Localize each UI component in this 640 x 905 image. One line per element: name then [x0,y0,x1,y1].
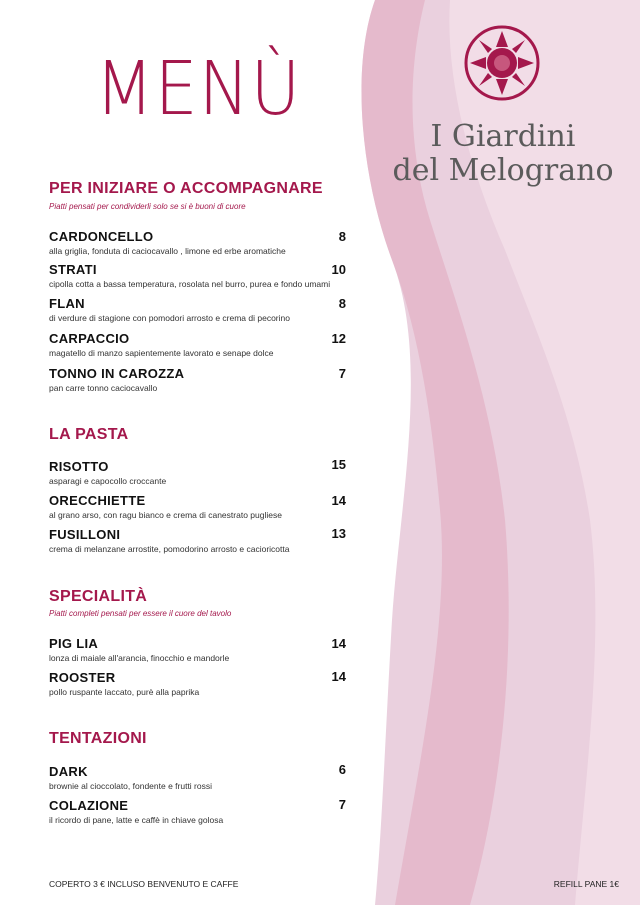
brand-line-1: I Giardini [430,119,576,154]
item-price: 8 [338,229,346,244]
item-name: CARPACCIO [49,331,130,346]
section-title-specialita: SPECIALITÀ [49,588,148,605]
item-price: 10 [331,262,346,277]
item-desc: pollo ruspante laccato, purè alla paprika [49,687,200,697]
item-name: FLAN [49,296,85,311]
item-name: COLAZIONE [49,798,129,813]
item-price: 6 [338,762,346,777]
item-price: 7 [338,366,346,381]
menu-item-rooster [49,670,349,698]
menu-item-flan [49,296,349,324]
menu-item-tonno-in-carozza [49,366,349,394]
page-title: MENÙ [95,46,302,132]
brand-name [378,120,628,188]
item-desc: lonza di maiale all'arancia, finocchio e mandorle [49,653,230,663]
item-desc: crema di melanzane arrostite, pomodorino arrosto e cacioricotta [49,544,290,554]
pomegranate-logo-icon [462,23,542,103]
item-price: 13 [331,526,346,541]
item-name: ORECCHIETTE [49,493,146,508]
item-desc: brownie al cioccolato, fondente e frutti rossi [49,781,213,791]
item-desc: magatello di manzo sapientemente lavorato e senape dolce [49,348,274,358]
item-name: TONNO IN CAROZZA [49,366,185,381]
section-subtitle-specialita: Piatti completi pensati per essere il cuore del tavolo [49,609,232,618]
menu-item-risotto [49,459,349,487]
item-name: PIG LIA [49,636,99,651]
brand-line-2: del Melograno [392,153,614,188]
item-desc: pan carre tonno caciocavallo [49,383,158,393]
item-desc: il ricordo di pane, latte e caffè in chiave golosa [49,815,224,825]
menu-item-strati [49,262,349,290]
menu-item-fusilloni [49,527,349,555]
item-desc: asparagi e capocollo croccante [49,476,167,486]
item-price: 12 [331,331,346,346]
item-name: ROOSTER [49,670,116,685]
section-title-tentazioni: TENTAZIONI [49,730,147,747]
item-name: DARK [49,764,88,779]
item-price: 14 [331,669,346,684]
item-price: 8 [338,296,346,311]
item-name: FUSILLONI [49,527,121,542]
item-price: 15 [331,457,346,472]
menu-item-colazione [49,798,349,826]
menu-item-cardoncello [49,229,349,257]
item-desc: di verdure di stagione con pomodori arrosto e crema di pecorino [49,313,290,323]
item-price: 14 [331,636,346,651]
section-title-starters: PER INIZIARE O ACCOMPAGNARE [49,180,323,197]
item-desc: alla griglia, fonduta di caciocavallo , limone ed erbe aromatiche [49,246,286,256]
section-subtitle-starters: Piatti pensati per condividerli solo se si è buoni di cuore [49,202,246,211]
section-title-pasta: LA PASTA [49,426,129,443]
item-price: 14 [331,493,346,508]
item-name: STRATI [49,262,97,277]
item-price: 7 [338,797,346,812]
footer-cover-charge: COPERTO 3 € INCLUSO BENVENUTO E CAFFE [49,879,239,889]
menu-item-carpaccio [49,331,349,359]
menu-item-orecchiette [49,493,349,521]
item-desc: cipolla cotta a bassa temperatura, rosolata nel burro, purea e fondo umami [49,279,331,289]
item-desc: al grano arso, con ragu bianco e crema di canestrato pugliese [49,510,282,520]
menu-item-dark [49,764,349,792]
item-name: RISOTTO [49,459,109,474]
menu-item-pig-lia [49,636,349,664]
footer-bread-refill: REFILL PANE 1€ [553,879,619,889]
item-name: CARDONCELLO [49,229,154,244]
